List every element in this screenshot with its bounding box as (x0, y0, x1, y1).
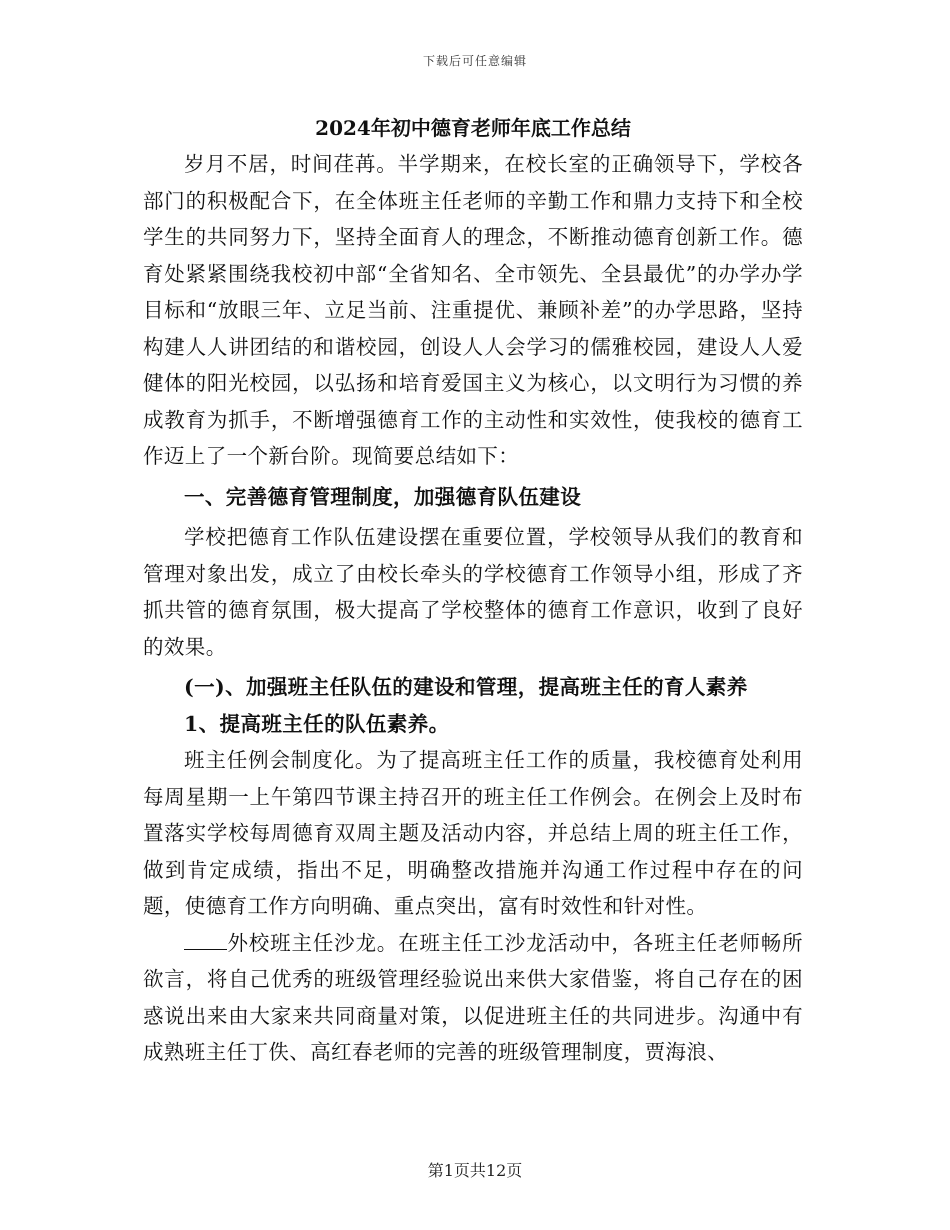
section-1-heading: 一、完善德育管理制度，加强德育队伍建设 (184, 484, 582, 509)
section-1-paragraph: 学校把德育工作队伍建设摆在重要位置，学校领导从我们的教育和管理对象出发，成立了由校长牵头的学校德育工作领导小组，形成了齐抓共管的德育氛围，极大提高了学校整体的德育工作意识，收到了良好的效果。 (143, 525, 803, 659)
document-body (143, 112, 803, 1071)
header-note: 下载后可任意编辑 (422, 54, 527, 68)
document-title: 2024年初中德育老师年底工作总结 (315, 116, 631, 140)
blank-underline (184, 930, 227, 949)
subsection-1-1-paragraph: 班主任例会制度化。为了提高班主任工作的质量，我校德育处利用每周星期一上午第四节课主持召开的班主任工作例会。在例会上及时布置落实学校每周德育双周主题及活动内容，并总结上周的班主任工作，做到肯定成绩，指出不足，明确整改措施并沟通工作过程中存在的问题，使德育工作方向明确、重点突出，富有时效性和针对性。 (143, 748, 803, 918)
subsection-1-2-paragraph (143, 925, 803, 1071)
intro-paragraph: 岁月不居，时间荏苒。半学期来，在校长室的正确领导下，学校各部门的积极配合下，在全体班主任老师的辛勤工作和鼎力支持下和全校学生的共同努力下，坚持全面育人的理念，不断推动德育创新工作。德育处紧紧围绕我校初中部“全省知名、全市领先、全县最优”的办学办学目标和“放眼三年、立足当前、注重提优、兼顾补差”的办学思路，坚持构建人人讲团结的和谐校园，创设人人会学习的儒雅校园，建设人人爱健体的阳光校园，以弘扬和培育爱国主义为核心，以文明行为习惯的养成教育为抓手，不断增强德育工作的主动性和实效性，使我校的德育工作迈上了一个新台阶。现简要总结如下： (143, 152, 803, 468)
subsection-1-heading: (一)、加强班主任队伍的建设和管理，提高班主任的育人素养 (184, 675, 748, 699)
page-footer: 第1页共12页 (427, 1161, 523, 1180)
subsection-1-2-text: 外校班主任沙龙。在班主任工沙龙活动中，各班主任老师畅所欲言，将自己优秀的班级管理经验说出来供大家借鉴，将自己存在的困惑说出来由大家来共同商量对策，以促进班主任的共同进步。沟通中有成熟班主任丁佚、高红春老师的完善的班级管理制度，贾海浪、 (143, 930, 803, 1064)
subsection-1-1-heading: 1、提高班主任的队伍素养。 (184, 711, 450, 736)
